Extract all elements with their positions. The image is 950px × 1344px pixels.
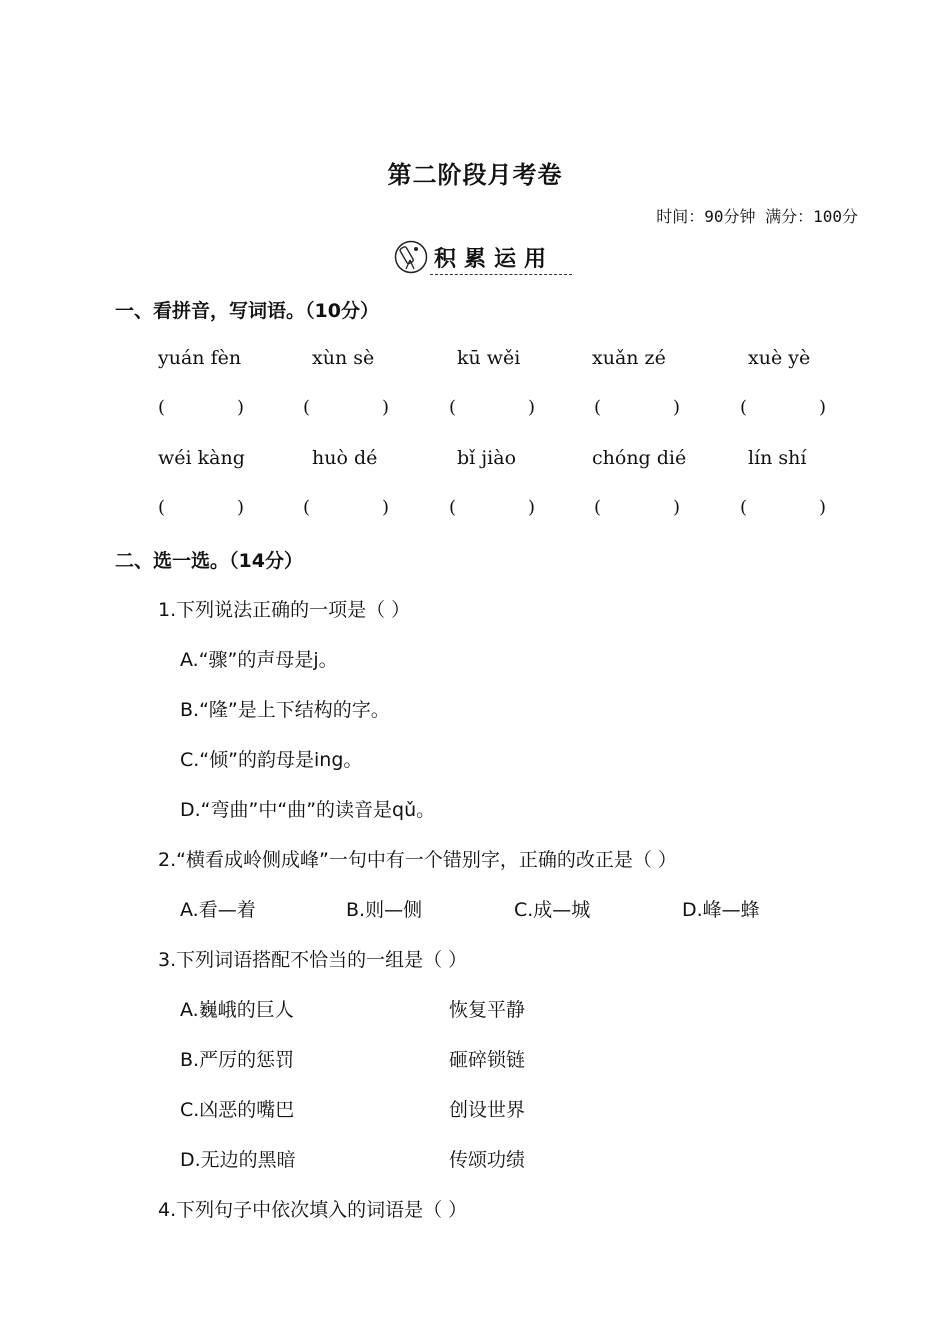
answer-blank[interactable]: ( ) (594, 397, 680, 418)
pinyin-item: kū wěi (457, 347, 521, 369)
option-pair: 砸碎锁链 (449, 1049, 526, 1071)
option[interactable]: D.无边的黑暗 (180, 1149, 296, 1171)
answer-blank[interactable]: ( ) (158, 397, 244, 418)
pinyin-item: huò dé (312, 447, 378, 469)
banner-underline (430, 274, 572, 275)
part1-heading: 一、看拼音，写词语。（10分） (115, 300, 379, 322)
option[interactable]: C.成—城 (514, 899, 591, 921)
option[interactable]: B.则—侧 (346, 899, 423, 921)
question-3-stem: 3.下列词语搭配不恰当的一组是（ ） (158, 949, 468, 971)
option-pair: 传颂功绩 (449, 1149, 526, 1171)
option[interactable]: A.“骤”的声母是j。 (180, 649, 338, 671)
section-banner (394, 240, 574, 278)
answer-blank[interactable]: ( ) (303, 397, 389, 418)
answer-blank[interactable]: ( ) (449, 497, 535, 518)
exam-meta: 时间：90分钟 满分：100分 (656, 207, 858, 226)
answer-blank[interactable]: ( ) (740, 497, 826, 518)
question-4-stem: 4.下列句子中依次填入的词语是（ ） (158, 1199, 468, 1221)
option-pair: 创设世界 (449, 1099, 526, 1121)
answer-blank[interactable]: ( ) (449, 397, 535, 418)
pinyin-item: xuǎn zé (592, 347, 666, 369)
option[interactable]: B.“隆”是上下结构的字。 (180, 699, 390, 721)
answer-blank[interactable]: ( ) (740, 397, 826, 418)
part2-heading: 二、选一选。（14分） (115, 550, 303, 572)
option[interactable]: B.严厉的惩罚 (180, 1049, 295, 1071)
option-pair: 恢复平静 (449, 999, 526, 1021)
answer-blank[interactable]: ( ) (594, 497, 680, 518)
option[interactable]: C.凶恶的嘴巴 (180, 1099, 295, 1121)
pinyin-item: xùn sè (312, 347, 375, 369)
question-2-stem: 2.“横看成岭侧成峰”一句中有一个错别字，正确的改正是（ ） (158, 849, 677, 871)
pinyin-item: xuè yè (748, 347, 811, 369)
question-1-stem: 1.下列说法正确的一项是（ ） (158, 599, 411, 621)
page-title: 第二阶段月考卷 (387, 161, 563, 189)
option[interactable]: D.“弯曲”中“曲”的读音是qǔ。 (180, 799, 436, 821)
answer-blank[interactable]: ( ) (303, 497, 389, 518)
option[interactable]: A.巍峨的巨人 (180, 999, 294, 1021)
section-banner-label: 积累运用 (434, 247, 555, 272)
telescope-icon (394, 240, 428, 274)
pinyin-item: lín shí (748, 447, 807, 469)
pinyin-item: yuán fèn (158, 347, 242, 369)
option[interactable]: D.峰—蜂 (682, 899, 760, 921)
pinyin-item: bǐ jiào (457, 447, 517, 469)
option[interactable]: A.看—着 (180, 899, 256, 921)
pinyin-item: wéi kàng (158, 447, 245, 469)
answer-blank[interactable]: ( ) (158, 497, 244, 518)
option[interactable]: C.“倾”的韵母是ing。 (180, 749, 363, 771)
pinyin-item: chóng dié (592, 447, 687, 469)
